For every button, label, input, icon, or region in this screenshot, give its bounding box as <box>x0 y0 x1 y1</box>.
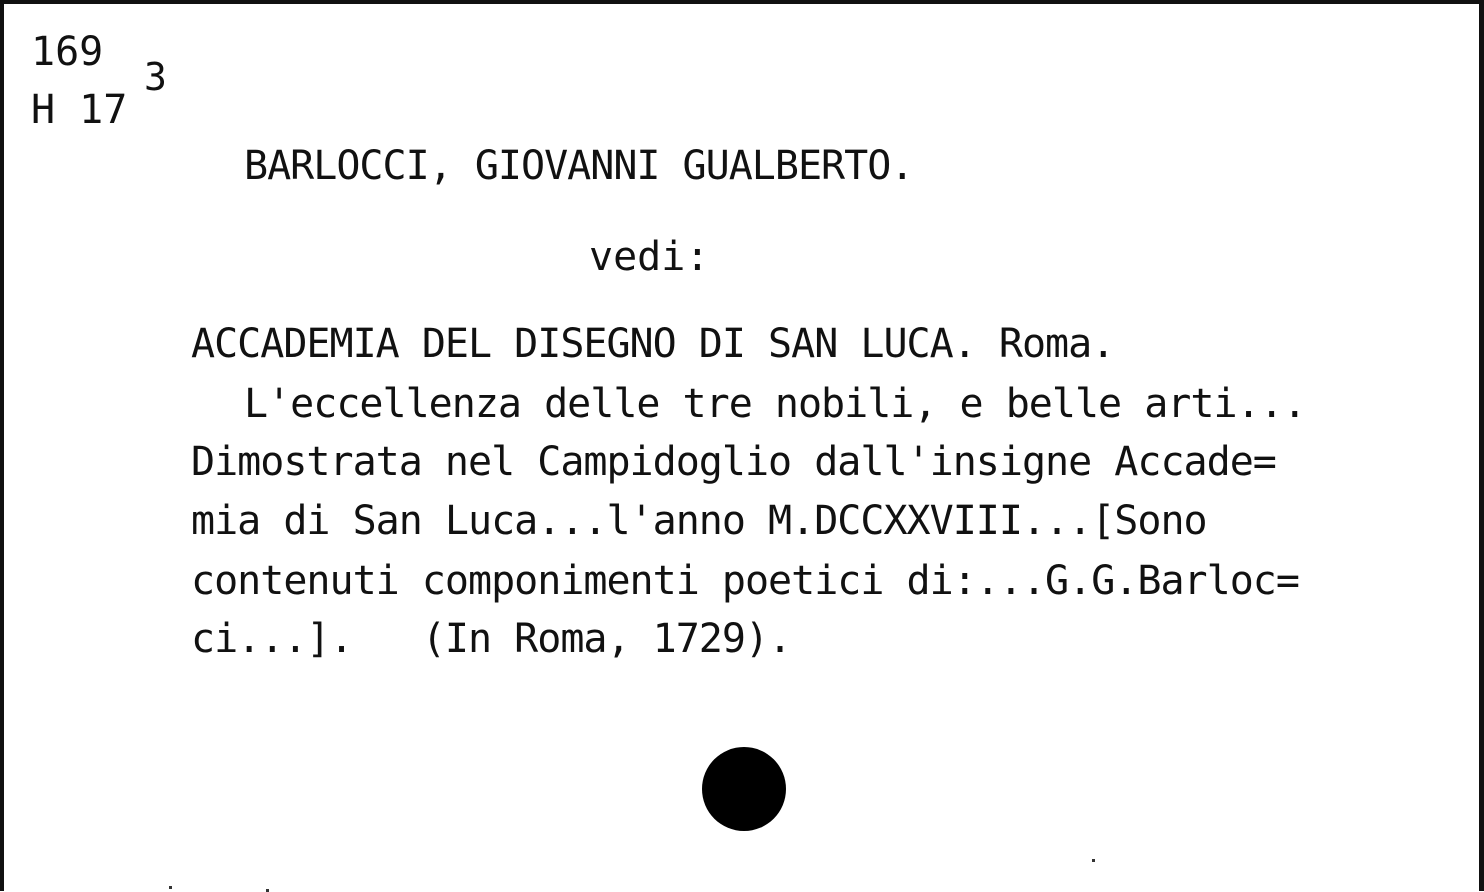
entry-line-4: mia di San Luca...l'anno M.DCCXXVIII...[Sono <box>191 498 1207 544</box>
see-reference-label: vedi: <box>589 234 710 280</box>
call-number-line1: 169 <box>31 29 104 75</box>
entry-line-1: ACCADEMIA DEL DISEGNO DI SAN LUCA. Roma. <box>191 321 1115 367</box>
punch-hole <box>702 747 786 831</box>
scan-speck <box>169 886 172 889</box>
call-number-superscript: 3 <box>144 55 167 99</box>
card-heading: BARLOCCI, GIOVANNI GUALBERTO. <box>244 143 914 189</box>
entry-line-6: ci...]. (In Roma, 1729). <box>191 616 792 662</box>
call-number-line2: H 17 <box>31 87 128 133</box>
entry-line-3: Dimostrata nel Campidoglio dall'insigne Accade= <box>191 439 1276 485</box>
entry-line-5: contenuti componimenti poetici di:...G.G.Barloc= <box>191 558 1299 604</box>
scan-speck <box>1092 859 1095 862</box>
entry-line-2: L'eccellenza delle tre nobili, e belle arti... <box>244 381 1306 427</box>
